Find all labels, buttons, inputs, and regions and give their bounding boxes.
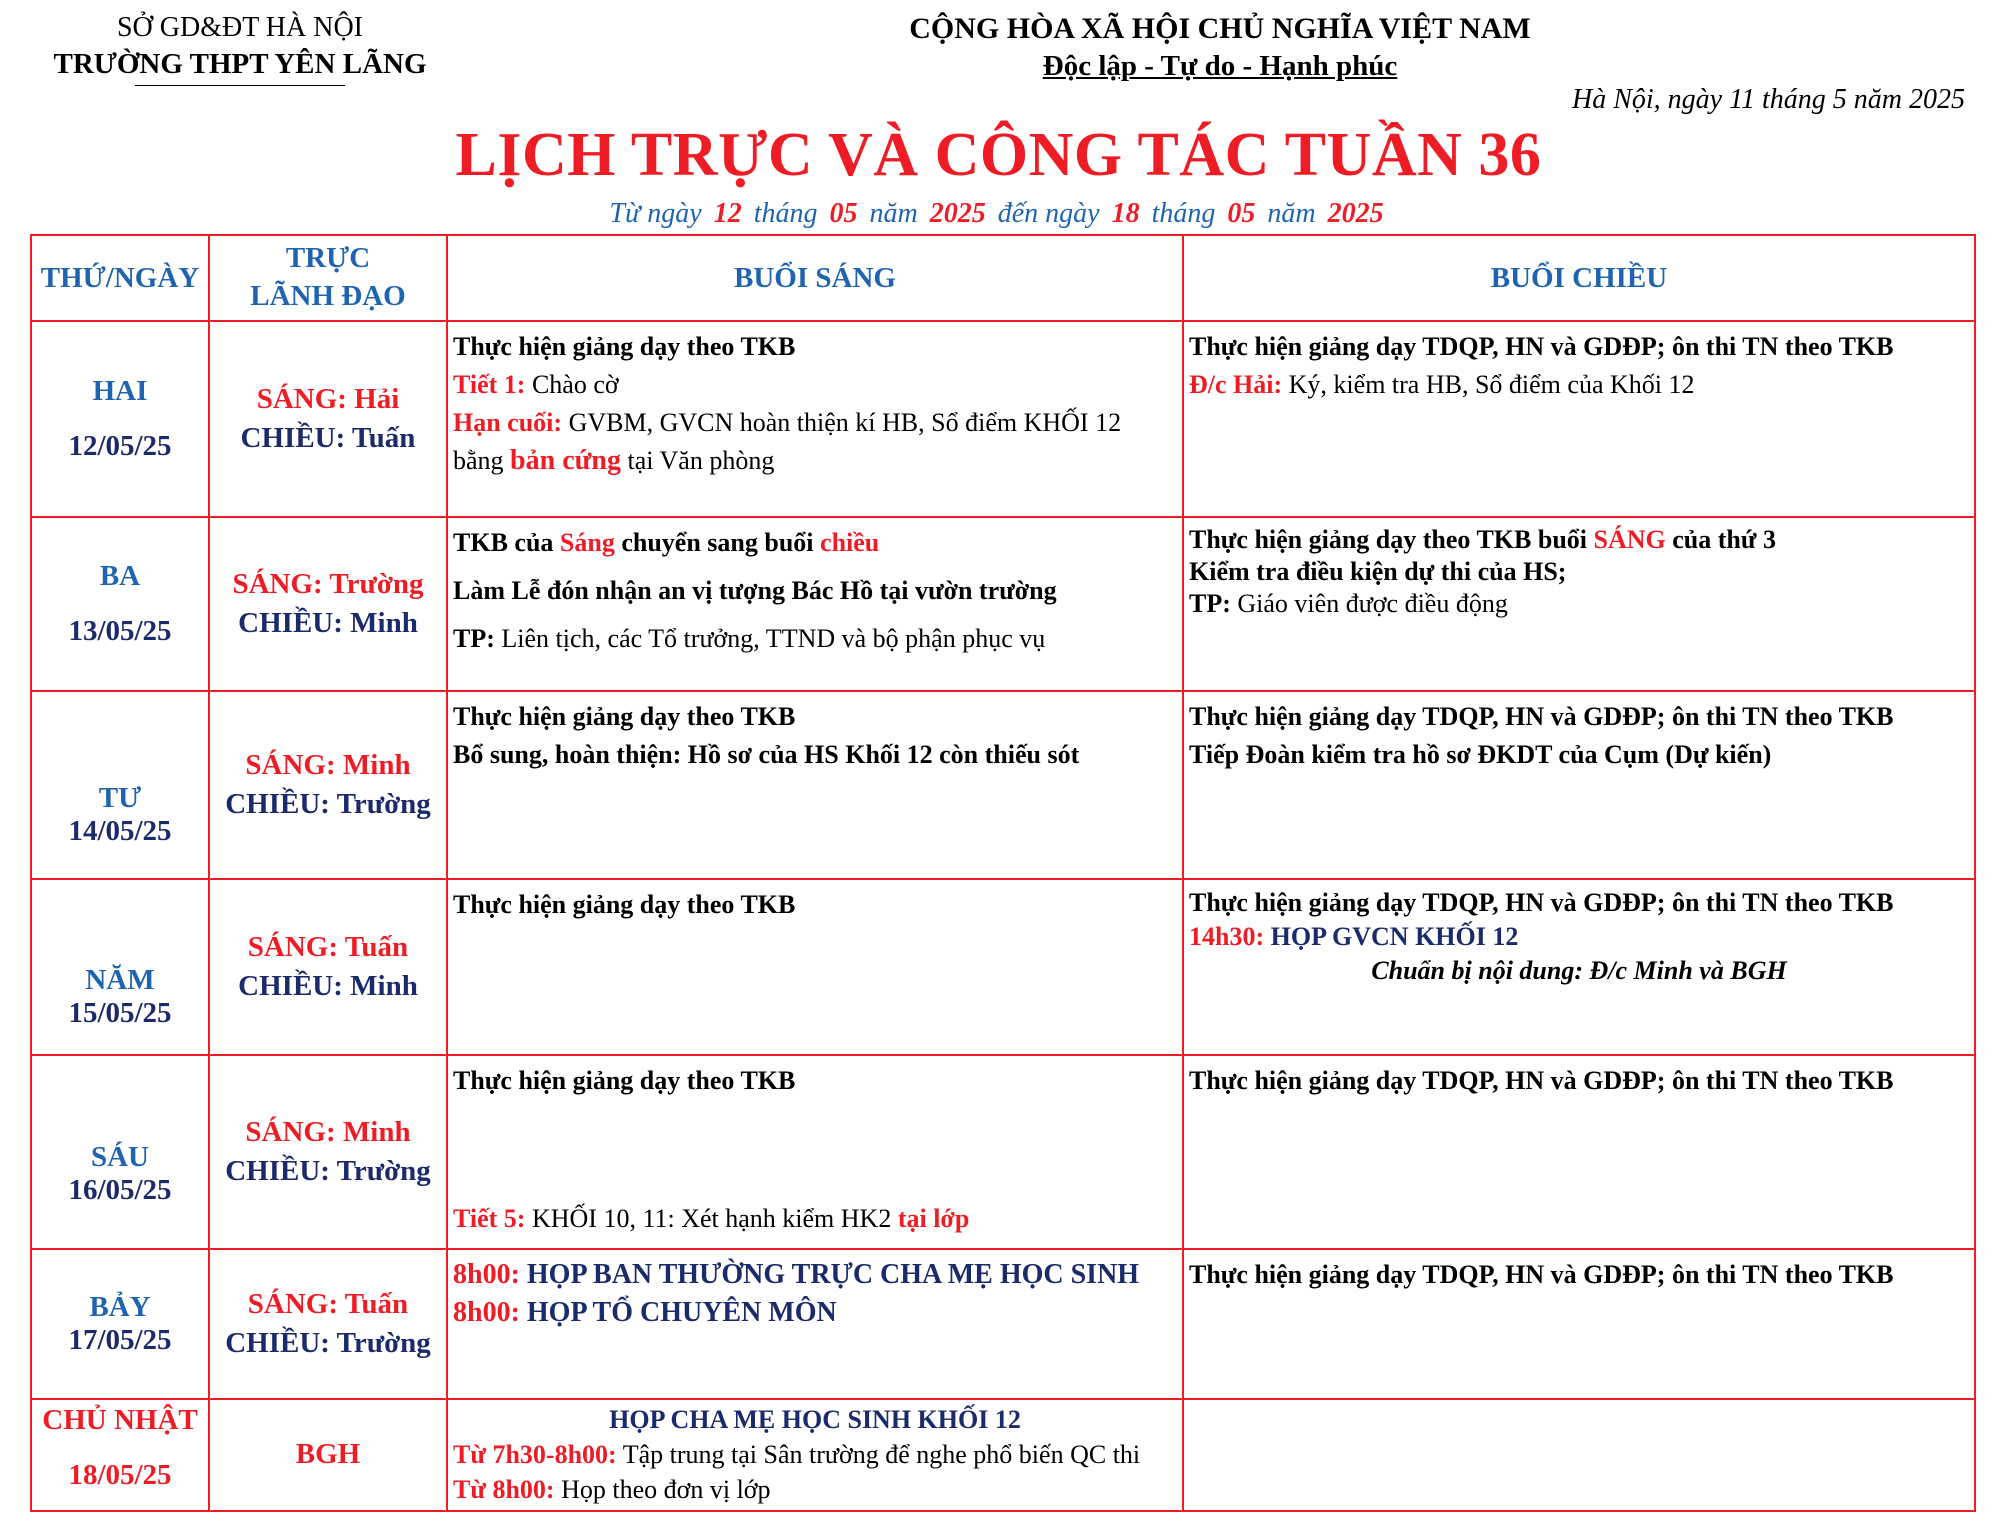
morning-cell: [447, 1055, 1183, 1249]
morning-label: Tiết 5:: [453, 1204, 526, 1233]
table-header-row: [31, 235, 1975, 321]
lead-afternoon: CHIỀU: Tuấn: [240, 422, 416, 454]
date-range-word: đến ngày: [997, 198, 1100, 229]
morning-line: Thực hiện giảng dạy theo TKB: [453, 332, 796, 361]
day-cell: [31, 879, 209, 1055]
afternoon-line: [1189, 366, 1969, 404]
morning-highlight: Sáng: [559, 528, 615, 557]
day-cell: [31, 1055, 209, 1249]
afternoon-line: Thực hiện giảng dạy TDQP, HN và GDĐP; ôn thi TN theo TKB: [1189, 1066, 1894, 1095]
day-date: 17/05/25: [68, 1324, 172, 1356]
lead-afternoon: CHIỀU: Trường: [225, 1155, 431, 1187]
morning-cell: [447, 517, 1183, 691]
morning-line: [453, 620, 1177, 658]
morning-cell: [447, 1399, 1183, 1511]
morning-label: Từ 8h00:: [453, 1475, 555, 1504]
morning-text: TKB của: [453, 528, 560, 557]
morning-line: [453, 1472, 1177, 1507]
table-row: [31, 691, 1975, 879]
date-range: [0, 198, 1997, 230]
lead-morning: SÁNG: Tuấn: [247, 1287, 409, 1320]
afternoon-text: HỌP GVCN KHỐI 12: [1264, 922, 1519, 951]
lead-cell: [209, 691, 447, 879]
col-header-afternoon: BUỔI CHIỀU: [1183, 235, 1975, 321]
morning-text: HỌP TỔ CHUYÊN MÔN: [519, 1297, 837, 1328]
morning-line: [453, 1294, 1177, 1332]
day-date: 15/05/25: [68, 997, 172, 1029]
afternoon-text: Giáo viên được điều động: [1230, 589, 1508, 618]
lead-cell: [209, 879, 447, 1055]
day-cell: [31, 321, 209, 517]
afternoon-cell: [1183, 1399, 1975, 1511]
table-row: [31, 879, 1975, 1055]
afternoon-line: [1189, 524, 1969, 556]
morning-label: Từ 7h30-8h00:: [453, 1440, 617, 1469]
day-cell: [31, 1249, 209, 1399]
morning-cell: [447, 879, 1183, 1055]
day-date: 16/05/25: [68, 1174, 172, 1206]
date-range-word: năm: [1267, 198, 1316, 229]
afternoon-cell: [1183, 321, 1975, 517]
morning-line: Thực hiện giảng dạy theo TKB: [453, 702, 796, 731]
lead-cell: [209, 1249, 447, 1399]
afternoon-text: Thực hiện giảng dạy theo TKB buổi: [1189, 525, 1594, 554]
col-header-lead-line2: LÃNH ĐẠO: [250, 280, 406, 312]
morning-text: bằng: [453, 446, 511, 475]
day-cell: [31, 517, 209, 691]
motto-text: Độc lập - Tự do - Hạnh phúc: [1042, 50, 1398, 82]
afternoon-line: Kiểm tra điều kiện dự thi của HS;: [1189, 557, 1567, 586]
morning-cell: [447, 691, 1183, 879]
day-name: HAI: [92, 375, 148, 407]
lead-cell: [209, 321, 447, 517]
day-cell: [31, 691, 209, 879]
header-right: [820, 12, 1620, 83]
morning-text: GVBM, GVCN hoàn thiện kí HB, Sổ điểm KHỐI 12: [562, 408, 1122, 437]
afternoon-line: Tiếp Đoàn kiểm tra hồ sơ ĐKDT của Cụm (Dự kiến): [1189, 740, 1772, 769]
afternoon-line: Thực hiện giảng dạy TDQP, HN và GDĐP; ôn thi TN theo TKB: [1189, 332, 1894, 361]
date-range-word: Từ ngày: [609, 198, 702, 229]
end-month: 05: [1227, 198, 1256, 229]
morning-label: Tiết 1:: [453, 370, 526, 399]
lead-morning: SÁNG: Tuấn: [247, 930, 409, 963]
afternoon-cell: [1183, 691, 1975, 879]
day-name: SÁU: [90, 1141, 149, 1173]
afternoon-highlight: SÁNG: [1593, 525, 1666, 554]
afternoon-line: Thực hiện giảng dạy TDQP, HN và GDĐP; ôn thi TN theo TKB: [1189, 702, 1894, 731]
morning-time: 8h00:: [453, 1297, 520, 1328]
morning-line: Làm Lễ đón nhận an vị tượng Bác Hồ tại vườn trường: [453, 576, 1057, 605]
day-date: 12/05/25: [68, 430, 172, 462]
afternoon-line: Chuẩn bị nội dung: Đ/c Minh và BGH: [1371, 956, 1787, 985]
lead-morning: SÁNG: Minh: [245, 1115, 411, 1148]
morning-line: HỌP CHA MẸ HỌC SINH KHỐI 12: [609, 1405, 1021, 1434]
table-row: [31, 321, 1975, 517]
morning-line: [453, 1437, 1177, 1472]
morning-text: chuyển sang buổi: [614, 528, 821, 557]
afternoon-text: Ký, kiểm tra HB, Sổ điểm của Khối 12: [1282, 370, 1695, 399]
school-name: TRƯỜNG THPT YÊN LÃNG: [53, 48, 427, 80]
start-year: 2025: [929, 198, 986, 229]
morning-text: Liên tịch, các Tổ trưởng, TTND và bộ phận phục vụ: [494, 624, 1046, 653]
lead-cell: [209, 517, 447, 691]
afternoon-time: 14h30:: [1189, 922, 1265, 951]
morning-highlight: chiều: [820, 528, 880, 557]
afternoon-label: TP:: [1189, 589, 1231, 618]
col-header-lead-line1: TRỰC: [285, 242, 371, 275]
morning-line: Thực hiện giảng dạy theo TKB: [453, 890, 796, 919]
afternoon-cell: [1183, 517, 1975, 691]
day-name: BA: [99, 560, 141, 592]
afternoon-cell: [1183, 1055, 1975, 1249]
lead-morning: SÁNG: Minh: [245, 748, 411, 781]
morning-time: 8h00:: [453, 1259, 520, 1290]
morning-text: Chào cờ: [525, 370, 619, 399]
school-underline: [135, 85, 345, 86]
afternoon-cell: [1183, 1249, 1975, 1399]
col-header-morning: BUỔI SÁNG: [447, 235, 1183, 321]
morning-cell: [447, 1249, 1183, 1399]
end-year: 2025: [1327, 198, 1384, 229]
lead-cell: [209, 1399, 447, 1511]
lead-afternoon: CHIỀU: Minh: [238, 607, 418, 639]
date-range-word: tháng: [1151, 198, 1216, 229]
start-month: 05: [829, 198, 858, 229]
day-name: NĂM: [85, 964, 155, 996]
table-row: [31, 517, 1975, 691]
afternoon-cell: [1183, 879, 1975, 1055]
end-day: 18: [1111, 198, 1140, 229]
col-header-lead: [209, 235, 447, 321]
afternoon-text: của thứ 3: [1665, 525, 1776, 554]
lead-afternoon: CHIỀU: Trường: [225, 1327, 431, 1359]
morning-text: Tập trung tại Sân trường để nghe phổ biến QC thi: [616, 1440, 1141, 1469]
morning-text: KHỐI 10, 11: Xét hạnh kiểm HK2: [525, 1204, 898, 1233]
table-row: [31, 1055, 1975, 1249]
lead-morning: SÁNG: Hải: [256, 382, 400, 415]
morning-line: [453, 366, 1177, 404]
afternoon-line: [1189, 920, 1969, 954]
day-name: BẢY: [89, 1291, 151, 1323]
header-left: [30, 12, 450, 86]
morning-line: [453, 442, 1177, 480]
day-cell: [31, 1399, 209, 1511]
afternoon-label: Đ/c Hải:: [1189, 370, 1283, 399]
morning-label: Hạn cuối:: [453, 408, 563, 437]
start-day: 12: [713, 198, 742, 229]
day-name: TƯ: [98, 782, 142, 814]
morning-highlight: tại lớp: [897, 1204, 970, 1233]
morning-line: [453, 1200, 1177, 1238]
department-name: SỞ GD&ĐT HÀ NỘI: [116, 12, 364, 43]
morning-highlight: bản cứng: [510, 445, 621, 476]
lead-cell: [209, 1055, 447, 1249]
place-date: Hà Nội, ngày 11 tháng 5 năm 2025: [1571, 84, 1965, 115]
day-date: 14/05/25: [68, 815, 172, 847]
morning-label: TP:: [453, 624, 495, 653]
table-row: [31, 1249, 1975, 1399]
lead-morning: SÁNG: Trường: [232, 567, 424, 600]
morning-text: HỌP BAN THƯỜNG TRỰC CHA MẸ HỌC SINH: [519, 1259, 1140, 1290]
afternoon-line: Thực hiện giảng dạy TDQP, HN và GDĐP; ôn thi TN theo TKB: [1189, 1260, 1894, 1289]
table-row: [31, 1399, 1975, 1511]
afternoon-line: Thực hiện giảng dạy TDQP, HN và GDĐP; ôn thi TN theo TKB: [1189, 888, 1894, 917]
date-range-word: tháng: [753, 198, 818, 229]
morning-line: Thực hiện giảng dạy theo TKB: [453, 1066, 796, 1095]
lead-afternoon: CHIỀU: Trường: [225, 788, 431, 820]
day-date: 18/05/25: [68, 1459, 172, 1491]
afternoon-line: [1189, 588, 1969, 620]
date-range-word: năm: [869, 198, 918, 229]
morning-line: [453, 1256, 1177, 1294]
lead-all-day: BGH: [295, 1438, 361, 1471]
col-header-day: THỨ/NGÀY: [31, 235, 209, 321]
lead-afternoon: CHIỀU: Minh: [238, 970, 418, 1002]
morning-line: [453, 524, 1177, 562]
motto: [820, 50, 1620, 83]
morning-text: tại Văn phòng: [621, 446, 775, 475]
day-date: 13/05/25: [68, 615, 172, 647]
morning-line: Bổ sung, hoàn thiện: Hồ sơ của HS Khối 12 còn thiếu sót: [453, 740, 1080, 769]
day-name: CHỦ NHẬT: [42, 1404, 198, 1436]
morning-cell: [447, 321, 1183, 517]
country-name: CỘNG HÒA XÃ HỘI CHỦ NGHĨA VIỆT NAM: [909, 12, 1531, 45]
morning-text: Họp theo đơn vị lớp: [554, 1475, 771, 1504]
morning-line: [453, 404, 1177, 442]
schedule-table: [30, 234, 1976, 1512]
page-title: LỊCH TRỰC VÀ CÔNG TÁC TUẦN 36: [455, 121, 1542, 189]
